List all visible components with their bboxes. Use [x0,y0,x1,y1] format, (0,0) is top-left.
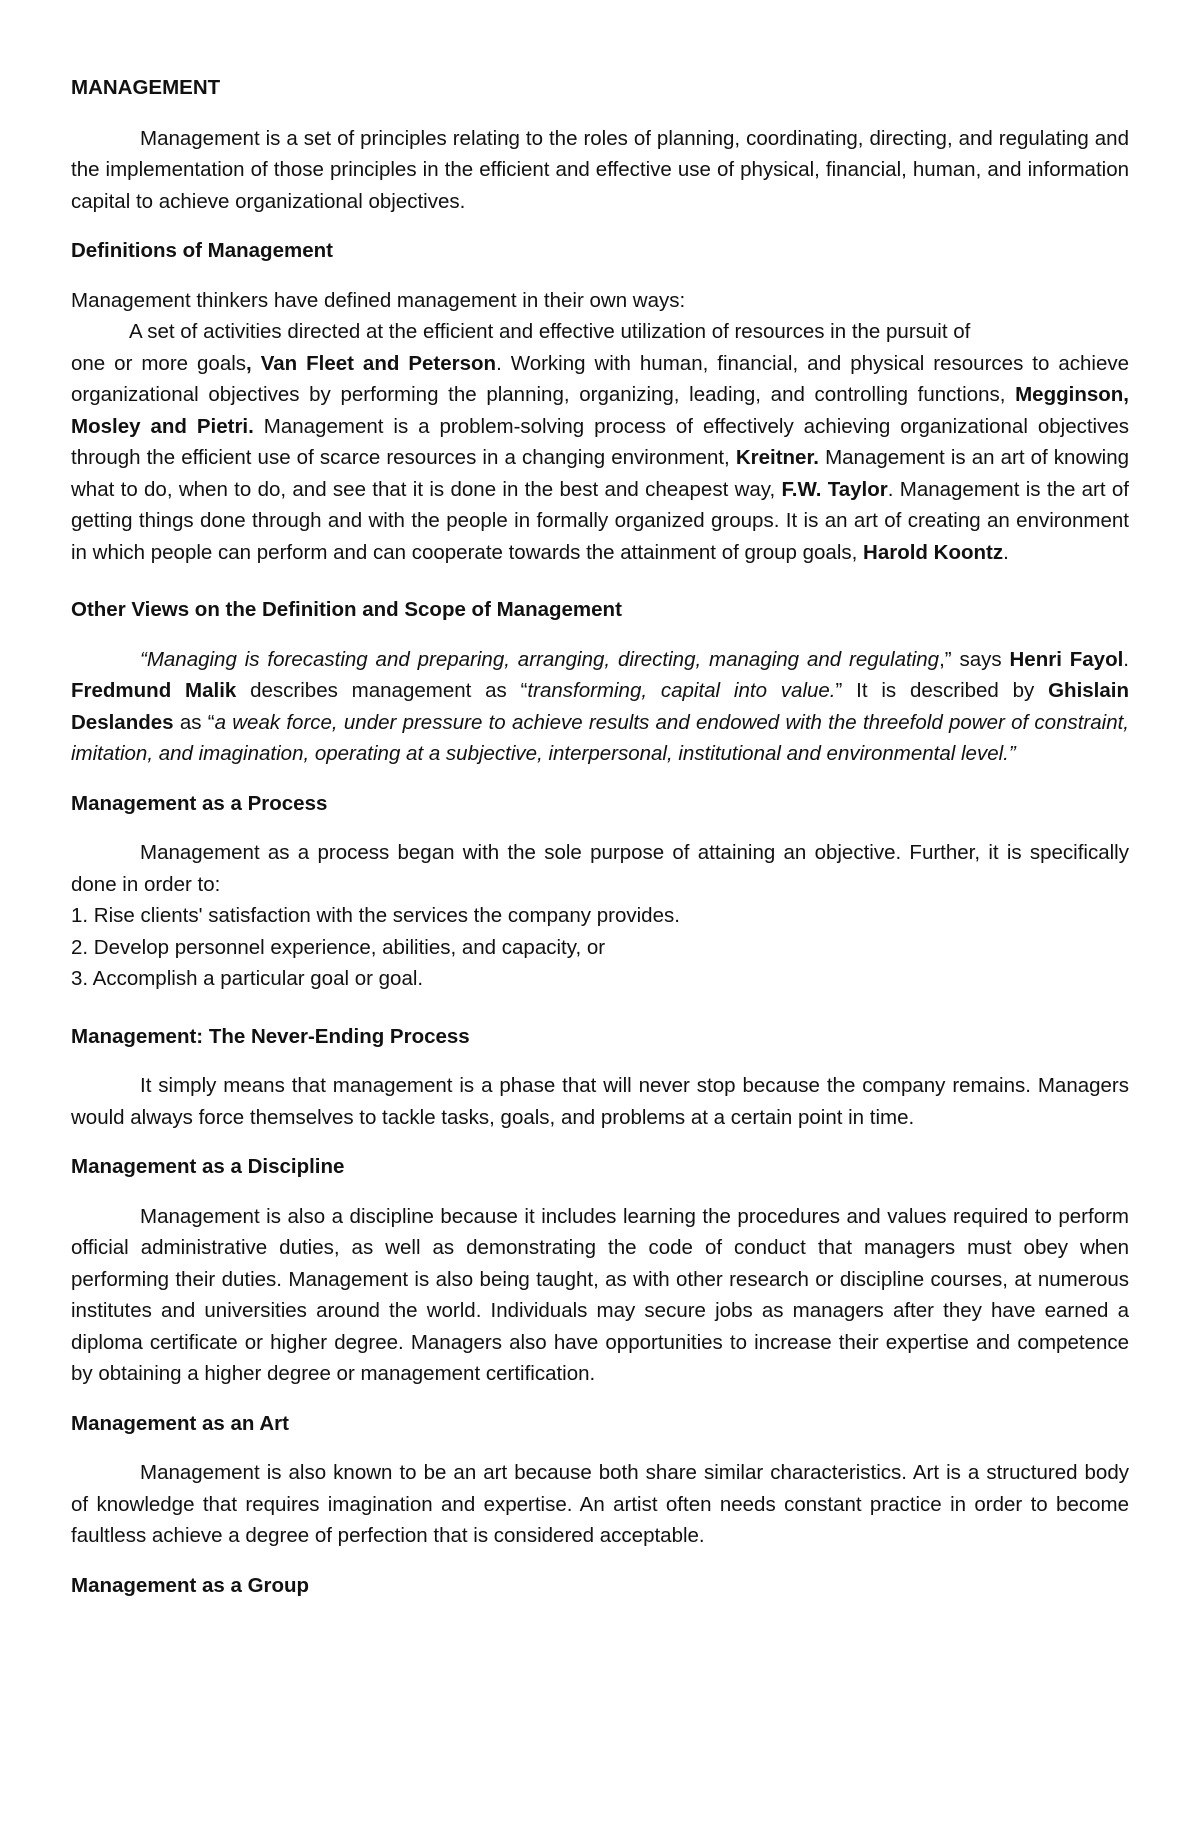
document-page [71,72,1129,1619]
process-heading: Management as a Process [71,791,328,815]
other-views-text-3: describes management as “ [236,679,528,702]
other-views-paragraph [71,644,1129,770]
group-heading: Management as a Group [71,1573,310,1597]
deslandes-quote: a weak force, under pressure to achieve results and endowed with the threefold power of constraint, imitation, and imagination, operating at a subjective, interpersonal, institutional and environmental level.” [71,710,1130,765]
other-views-text-1: ,” says [939,647,1010,671]
definitions-heading: Definitions of Management [71,239,333,262]
list-item: 3. Accomplish a particular goal or goal. [71,967,424,990]
definitions-first-line: A set of activities directed at the efficient and effective utilization of resources in the pursuit of [129,320,971,343]
process-list [71,900,1129,995]
list-item: 2. Develop personnel experience, abilities, and capacity, or [71,935,606,959]
definitions-text-5: . Management is the art of getting things done through and with the people in formally organized groups. It is an art of creating an environment in which people can perform and can cooperate towards the attainment of group goals, [71,477,1129,564]
author-taylor: F.W. Taylor [781,477,888,501]
discipline-paragraph: Management is also a discipline because it includes learning the procedures and values required to perform official administrative duties, as well as demonstrating the code of conduct that managers must obey when performing their duties. Management is also being taught, as with other research or discipline courses, at numerous institutes and universities around the world. Individuals may secure jobs as managers after they have earned a diploma certificate or higher degree. Managers also have opportunities to increase their expertise and competence by obtaining a higher degree or management certification. [71,1204,1129,1385]
definitions-text-3: Management is a problem-solving process of effectively achieving organizational objectives through the efficient use of scarce resources in a changing environment, [71,414,1129,469]
other-views-text-4: ” It is described by [835,679,1049,702]
other-views-text-2: . [1123,647,1129,671]
author-malik: Fredmund Malik [71,679,237,702]
malik-quote: transforming, capital into value. [527,679,836,702]
author-kreitner: Kreitner. [735,446,819,469]
definitions-text-1: one or more goals [71,351,247,375]
other-views-text-5: as “ [173,710,215,734]
definitions-lead: Management thinkers have defined management in their own ways: [71,288,686,312]
other-views-heading: Other Views on the Definition and Scope of Management [71,598,622,621]
definitions-text-6: . [1003,540,1009,564]
author-megginson-mosley-pietri: Megginson, Mosley and Pietri. [71,383,1129,438]
art-heading: Management as an Art [71,1411,289,1435]
definitions-paragraph [71,316,1129,568]
intro-paragraph: Management is a set of principles relating to the roles of planning, coordinating, directing, and regulating and the implementation of those principles in the efficient and effective use of physical, financial, human, and information capital to achieve organizational objectives. [71,126,1129,213]
definitions-text-2: . Working with human, financial, and physical resources to achieve organizational objectives by performing the planning, organizing, leading, and controlling functions, [71,351,1129,406]
process-paragraph: Management as a process began with the sole purpose of attaining an objective. Further, it is specifically done in order to: [71,841,1129,896]
fayol-quote: “Managing is forecasting and preparing, arranging, directing, managing and regulating [140,647,940,671]
author-koontz: Harold Koontz [863,540,1004,564]
list-item: 1. Rise clients' satisfaction with the services the company provides. [71,904,680,927]
art-paragraph: Management is also known to be an art because both share similar characteristics. Art is a structured body of knowledge that requires imagination and expertise. An artist often needs constant practice in order to become faultless achieve a degree of perfection that is considered acceptable. [71,1461,1129,1547]
discipline-heading: Management as a Discipline [71,1155,345,1178]
never-ending-heading: Management: The Never-Ending Process [71,1024,470,1048]
author-fayol: Henri Fayol [1009,647,1124,671]
document-title: MANAGEMENT [71,76,221,99]
definitions-text-4: Management is an art of knowing what to do, when to do, and see that it is done in the best and cheapest way, [71,446,1129,501]
never-ending-paragraph: It simply means that management is a phase that will never stop because the company remains. Managers would always force themselves to tackle tasks, goals, and problems at a certain point in time. [71,1074,1129,1129]
author-deslandes: Ghislain Deslandes [71,679,1129,734]
author-van-fleet-peterson: , Van Fleet and Peterson [246,351,497,375]
